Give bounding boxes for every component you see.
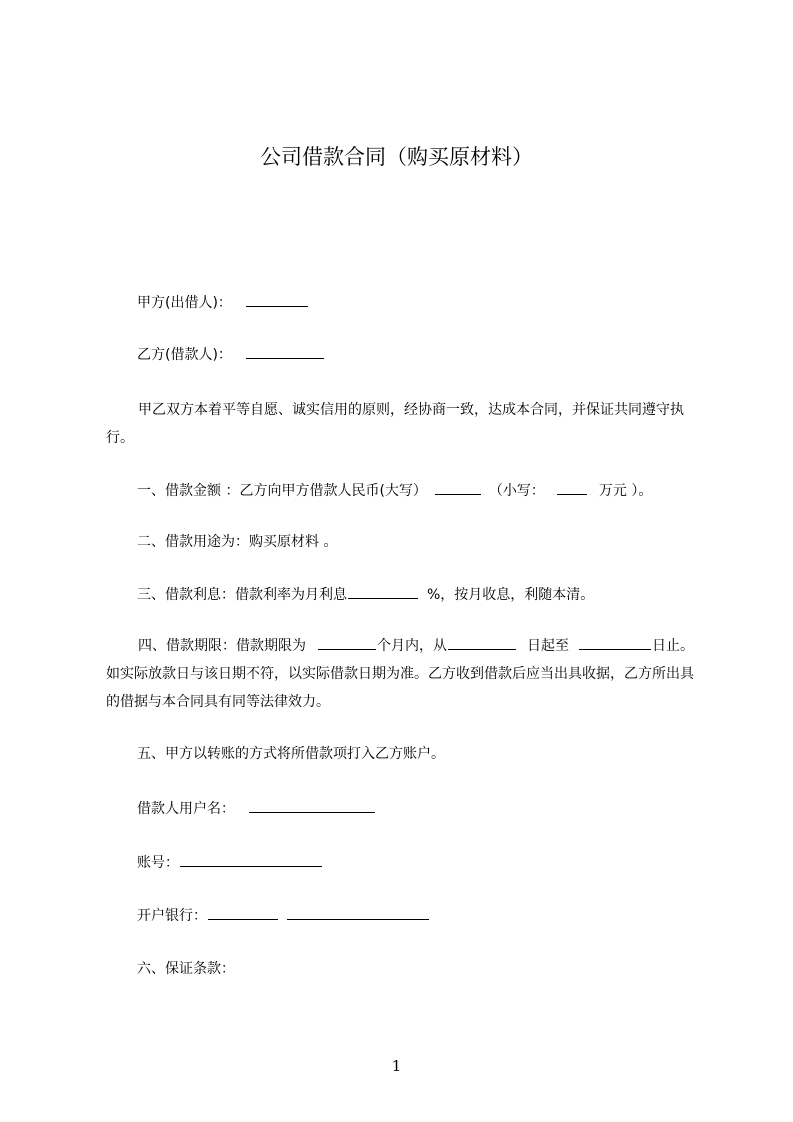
- account-name-label: 借款人用户名：: [137, 801, 235, 817]
- party-b-blank: [246, 344, 324, 359]
- bank-label: 开户银行：: [137, 908, 207, 924]
- account-name-blank: [249, 798, 375, 813]
- amount-figure-blank: [557, 480, 587, 495]
- clause-6: 六、保证条款：: [137, 961, 235, 977]
- end-date-blank: [579, 635, 651, 650]
- clause-4-text-b: 个月内，从: [377, 638, 447, 654]
- clause-4-text-c: 日起至: [527, 638, 569, 654]
- clause-3: [137, 584, 594, 605]
- clause-5: 五、甲方以转账的方式将所借款项打入乙方账户。: [137, 746, 445, 762]
- account-number-label: 账号：: [137, 855, 179, 871]
- party-a-label: 甲方(出借人)：: [137, 295, 232, 311]
- party-a-line: [137, 292, 309, 313]
- account-name-line: [137, 798, 376, 819]
- document-title: 公司借款合同（购买原材料）: [260, 145, 533, 169]
- amount-words-blank: [435, 480, 481, 495]
- term-months-blank: [318, 635, 376, 650]
- clause-4-text-a: 四、借款期限：借款期限为: [138, 638, 306, 654]
- party-a-blank: [246, 292, 308, 307]
- bank-blank-2: [287, 905, 429, 920]
- account-number-line: [137, 852, 323, 873]
- clause-1-text-c: 万元 ）。: [598, 483, 653, 499]
- bank-blank-1: [208, 905, 278, 920]
- clause-1-text-a: 一、借款金额 ：乙方向甲方借款人民币(大写）: [137, 483, 427, 499]
- interest-rate-blank: [348, 584, 418, 599]
- preamble-paragraph: 甲乙双方本着平等自愿、诚实信用的原则，经协商一致，达成本合同，并保证共同遵守执行。: [106, 402, 684, 446]
- clause-4-text-d: 日止。如实际放款日与该日期不符，以实际借款日期为准。乙方收到借款后应当出具收据，乙方所出具的借据与本合同具有同等法律效力。: [106, 638, 694, 710]
- account-number-blank: [180, 852, 322, 867]
- page-number: 1: [391, 1057, 402, 1075]
- clause-2: 二、借款用途为：购买原材料 。: [137, 534, 338, 550]
- bank-line: [137, 905, 430, 926]
- party-b-label: 乙方(借款人)：: [137, 347, 232, 363]
- clause-1: [137, 480, 652, 501]
- clause-1-text-b: （小写：: [488, 483, 545, 499]
- clause-3-text-b: %，按月收息，利随本清。: [427, 587, 595, 603]
- clause-4: [106, 632, 702, 716]
- start-date-blank: [448, 635, 516, 650]
- clause-3-text-a: 三、借款利息：借款利率为月利息: [137, 587, 347, 603]
- party-b-line: [137, 344, 325, 365]
